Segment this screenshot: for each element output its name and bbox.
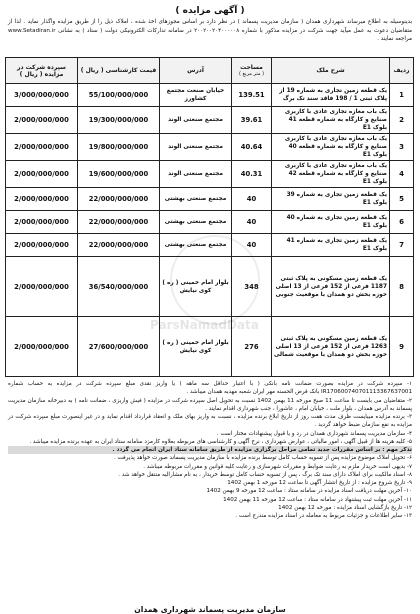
cell-price: 19/300/000/000 — [78, 107, 160, 134]
cell-desc: یک قطعه زمین مسکونی به پلاک ثبتی 1263 فرعی از 152 فرعی از 13 اصلی حوزه بخش دو همدان با موقعیت شمالی — [272, 317, 390, 377]
notice-conditions — [6, 377, 414, 603]
cell-deposit: 2/000/000/000 — [6, 317, 78, 377]
table-header-row — [6, 58, 414, 84]
table-row — [6, 211, 414, 234]
cell-row: 1 — [390, 84, 414, 107]
cell-address: مجتمع صنعتی بهشتی — [160, 211, 232, 234]
condition-item: ۱۰- آخرین مهلت دریافت اسناد مزایده در سامانه ستاد : ساعت 12 مورخه 9 بهمن 1402 — [206, 488, 412, 495]
condition-item: ۱۳- سایر اطلاعات و جزئیات مربوط به معامله در اسناد مزایده مندرج است . — [235, 513, 412, 519]
header-description: شرح ملک — [272, 58, 390, 84]
header-row-number: ردیف — [390, 58, 414, 84]
cell-row: 3 — [390, 134, 414, 161]
cell-desc: یک باب مغازه تجاری عادی با کاربری صنایع و کارگاه به شماره قطعه 40 بلوک E1 — [272, 134, 390, 161]
cell-deposit: 3/000/000/000 — [6, 84, 78, 107]
cell-desc: یک قطعه زمین تجاری به شماره 19 از پلاک ثبتی 1 / 198 فاقد سند تک برگ — [272, 84, 390, 107]
condition-item: ۱۲- تاریخ بازگشایی اسناد مزایده : مورخه 12 بهمن 1402 — [278, 504, 412, 511]
cell-price: 19/600/000/000 — [78, 161, 160, 188]
cell-row: 9 — [390, 317, 414, 377]
cell-address: مجتمع صنعتی الوند — [160, 134, 232, 161]
cell-desc: یک قطعه زمین تجاری به شماره 39 بلوک E1 — [272, 188, 390, 211]
cell-row: 6 — [390, 211, 414, 234]
cell-desc: یک باب مغازه تجاری عادی با کاربری صنایع و کارگاه به شماره قطعه 41 بلوک E1 — [272, 107, 390, 134]
watermark-text: ParsNamadData — [150, 318, 259, 332]
cell-deposit: 2/000/000/000 — [6, 188, 78, 211]
header-area — [232, 58, 272, 84]
cell-deposit: 2/000/000/000 — [6, 134, 78, 161]
cell-deposit: 2/000/000/000 — [6, 257, 78, 317]
cell-deposit: 2/000/000/000 — [6, 161, 78, 188]
cell-price: 22/000/000/000 — [78, 234, 160, 257]
table-row — [6, 188, 414, 211]
cell-desc: یک قطعه زمین تجاری به شماره 40 بلوک E1 — [272, 211, 390, 234]
header-area-unit: ( متر مربع ) — [238, 71, 265, 77]
condition-item: ۶- تحویل املاک موضوع مزایده پس از تسویه حساب کامل توسط برنده مزایده با سازمان مدیریت پسماند صورت خواهد پذیرفت . — [113, 455, 412, 462]
condition-item: ۷- بدیهی است خریدار ملزم به رعایت ضوابط و مقررات شهرسازی و رعایت کلیه قوانین و مقررات مربوطه میباشد . — [143, 463, 412, 470]
cell-price: 19/800/000/000 — [78, 134, 160, 161]
header-area-label: مساحت — [240, 64, 263, 71]
table-row — [6, 107, 414, 134]
cell-area: 40 — [232, 211, 272, 234]
cell-address: بلوار امام خمینی ( ره ) کوی نیایش — [160, 317, 232, 377]
table-row — [6, 134, 414, 161]
cell-area: 40 — [232, 188, 272, 211]
cell-area: 40 — [232, 234, 272, 257]
table-row — [6, 161, 414, 188]
cell-price: 55/100/000/000 — [78, 84, 160, 107]
cell-area: 348 — [232, 257, 272, 317]
cell-address: مجتمع صنعتی الوند — [160, 107, 232, 134]
cell-desc: یک قطعه زمین مسکونی به پلاک ثبتی 1187 فرعی از 152 فرعی از 13 اصلی حوزه بخش دو همدان با موقعیت جنوبی — [272, 257, 390, 317]
header-price: قیمت کارشناسی ( ریال ) — [78, 58, 160, 84]
notice-title: ( آگهی مزایده ) — [175, 6, 245, 16]
condition-item: ۱۱- آخرین مهلت ثبت پیشنهاد در سامانه ستاد : ساعت 12 مورخه 11 بهمن 1402 — [223, 496, 412, 503]
condition-item: ۲- متقاضیان می بایست تا ساعت 11 صبح مورخه 11 بهمن 1402 نسبت به تحویل اصل سپرده شرکت در مزایده ( فیش واریزی ، ضمانت نامه ) به دبیرخانه سازمان مدیریت پسماند به آدرس همدان ، بلوار ملت ، خیابان امام ، عاشورا ، جنب شهرداری اقدام نمایند . — [8, 397, 413, 412]
condition-item: ۹- تاریخ شروع مزایده : از تاریخ انتشار آگهی تا ساعت 12 مورخه 1 بهمن 1402 — [227, 480, 412, 486]
cell-row: 4 — [390, 161, 414, 188]
condition-item: ۴- سازمان مدیریت پسماند شهرداری همدان در رد و یا قبول پیشنهادات مختار است . — [216, 430, 412, 437]
cell-address: مجتمع صنعتی بهشتی — [160, 188, 232, 211]
condition-item: ۳- برنده مزایده میبایست ظرف مدت هفت روز از تاریخ ابلاغ برنده مزایده ، نسبت به واریز بهای ملک و انعقاد قرارداد اقدام نماید و در غیر اینصورت مبلغ سپرده شرکت در مزایده به نفع سازمان ضبط خواهد گردید . — [8, 414, 412, 429]
header-deposit: سپرده شرکت در مزایده ( ریال ) — [6, 58, 78, 84]
cell-address: مجتمع صنعتی بهشتی — [160, 234, 232, 257]
cell-price: 22/000/000/000 — [78, 211, 160, 234]
important-note: تذکر مهم : بر اساس مقررات جدید تمامی مراحل برگزاری مزایده از طریق سامانه ستاد ایران انجام می گردد . — [8, 446, 412, 454]
condition-item: ۱- سپرده شرکت در مزایده بصورت ضمانت نامه بانکی ( با اعتبار حداقل سه ماهه ) یا واریز نقدی مبلغ سپرده شرکت در مزایده به حساب شماره IR170600740701113367637001 بانک قرض الحسنه مهر ایران شعبه مهدیه همدان میباشد . — [8, 381, 412, 396]
cell-row: 7 — [390, 234, 414, 257]
cell-price: 27/600/000/000 — [78, 317, 160, 377]
notice-signature: سازمان مدیریت پسماند شهرداری همدان — [134, 605, 286, 614]
condition-item: ۵- کلیه هزینه ها از قبیل آگهی ، امور مالیاتی ، عوارض شهرداری ، نرخ آگهی و کارشناسی های مربوطه بعلاوه کارمزد سامانه ستاد ایران به عهده برنده مزایده میباشد . — [29, 438, 412, 445]
cell-deposit: 2/000/000/000 — [6, 107, 78, 134]
cell-row: 5 — [390, 188, 414, 211]
cell-area: 276 — [232, 317, 272, 377]
table-row — [6, 84, 414, 107]
condition-item: ۸- اسناد مالکیت برای املاک دارای سند تک برگ ، پس از تسویه حساب کامل توسط خریدار ، به نام مشارالیه منتقل خواهد شد . — [118, 471, 412, 478]
cell-desc: یک باب مغازه تجاری عادی با کاربری صنایع و کارگاه به شماره قطعه 42 بلوک E1 — [272, 161, 390, 188]
watermark-seal-icon — [170, 235, 260, 325]
cell-price: 36/540/000/000 — [78, 257, 160, 317]
cell-address: بلوار امام خمینی ( ره ) کوی نیایش — [160, 257, 232, 317]
cell-deposit: 2/000/000/000 — [6, 234, 78, 257]
cell-row: 8 — [390, 257, 414, 317]
cell-area: 40.64 — [232, 134, 272, 161]
cell-area: 40.31 — [232, 161, 272, 188]
notice-intro: بدینوسیله به اطلاع میرساند شهرداری همدان ( سازمان مدیریت پسماند ) در نظر دارد بر اساس مجوزهای اخذ شده ، املاک ذیل را از طریق مزایده واگذار نماید . لذا از متقاضیان دعوت به عمل میآید جهت شرکت در مزایده مذکور با شماره ۲۰۰۲۰۰۲۰۴۰۰۰۰۰۸ در سامانه تدارکات الکترونیکی دولت ( ستاد ) به نشانی www.Setadiran.ir مراجعه نمایند . — [8, 19, 413, 43]
cell-area: 39.61 — [232, 107, 272, 134]
header-address: آدرس — [160, 58, 232, 84]
cell-row: 2 — [390, 107, 414, 134]
cell-desc: یک قطعه زمین تجاری به شماره 41 بلوک E1 — [272, 234, 390, 257]
cell-area: 139.51 — [232, 84, 272, 107]
cell-address: مجتمع صنعتی الوند — [160, 161, 232, 188]
cell-address: خیابان صنعت مجتمع کشاورز — [160, 84, 232, 107]
cell-deposit: 2/000/000/000 — [6, 211, 78, 234]
cell-price: 22/000/000/000 — [78, 188, 160, 211]
